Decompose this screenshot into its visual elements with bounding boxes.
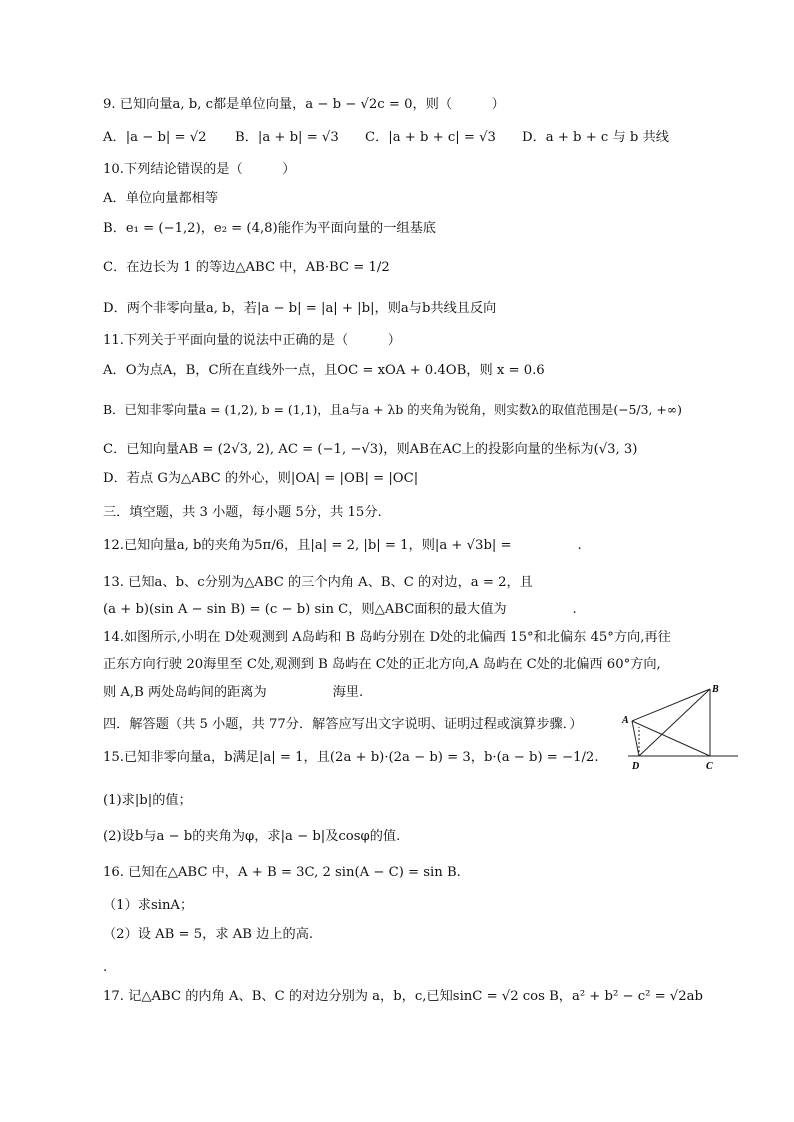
q10-option-b: B．e₁ = (−1,2)，e₂ = (4,8)能作为平面向量的一组基底 [103,221,436,236]
segment-a-d [632,721,639,756]
q9-option-b: B．|a + b| = √3 [235,130,339,145]
label-c: C [706,761,713,771]
q16-part-1: （1）求sinA； [103,898,194,913]
q11-option-a: A．O为点A，B，C所在直线外一点，且OC = xOA + 0.4OB，则 x = 0.6 [103,363,545,378]
q9-option-d: D．a + b + c 与 b 共线 [522,130,669,145]
q17-stem: 17. 记△ABC 的内角 A、B、C 的对边分别为 a，b，c,已知sinC = √2 cos B，a² + b² − c² = √2ab [103,989,703,1004]
q13-line-1: 13. 已知a、b、c分别为△ABC 的三个内角 A、B、C 的对边，a = 2，且 [103,575,533,590]
q14-line-2: 正东方向行驶 20海里至 C处,观测到 B 岛屿在 C处的正北方向,A 岛屿在 C处的北偏西 60°方向, [103,657,661,672]
q9-option-c: C．|a + b + c| = √3 [365,130,496,145]
q9-stem: 9. 已知向量a, b, c都是单位向量，a − b − √2c = 0，则（ ） [103,97,505,112]
q16-part-2: （2）设 AB = 5，求 AB 边上的高. [103,927,314,942]
q11-option-b: B．已知非零向量a = (1,2), b = (1,1)，且a与a + λb 的夹角为锐角，则实数λ的取值范围是(−5/3, +∞) [103,402,682,417]
q15-stem: 15.已知非零向量a，b满足|a| = 1，且(2a + b)·(2a − b) = 3，b·(a − b) = −1/2. [103,750,599,765]
label-b: B [712,684,719,695]
segment-d-b [639,689,710,756]
q13-line-2: (a + b)(sin A − sin B) = (c − b) sin C，则△ABC面积的最大值为 . [103,602,577,617]
segment-a-b [632,689,710,721]
section-3-heading: 三．填空题，共 3 小题，每小题 5分，共 15分. [103,505,382,520]
section-4-heading: 四．解答题（共 5 小题，共 77分．解答应写出文字说明、证明过程或演算步骤．） [103,717,583,732]
q14-line-3: 则 A,B 两处岛屿间的距离为 海里. [103,685,364,700]
q16-stem: 16. 已知在△ABC 中，A + B = 3C, 2 sin(A − C) = sin B. [103,865,461,880]
island-diagram [620,683,742,771]
q9-option-a: A．|a − b| = √2 [103,130,207,145]
q12-stem: 12.已知向量a, b的夹角为5π/6，且|a| = 2, |b| = 1，则|a + √3b| = . [103,538,582,553]
q10-stem: 10.下列结论错误的是（ ） [103,162,296,177]
q15-part-2: (2)设b与a − b的夹角为φ，求|a − b|及cosφ的值. [103,829,401,844]
label-d: D [632,761,640,771]
q15-part-1: (1)求|b|的值； [103,793,192,808]
stray-dot: . [103,960,108,975]
q11-option-c: C．已知向量AB = (2√3, 2), AC = (−1, −√3)，则AB在AC上的投影向量的坐标为(√3, 3) [103,442,638,457]
q11-stem: 11.下列关于平面向量的说法中正确的是（ ） [103,333,401,348]
island-figure [620,683,742,771]
q10-option-c: C．在边长为 1 的等边△ABC 中，AB·BC = 1/2 [103,260,390,275]
q10-option-d: D．两个非零向量a, b，若|a − b| = |a| + |b|，则a与b共线且反向 [103,301,497,316]
label-a: A [622,715,629,726]
q14-line-1: 14.如图所示,小明在 D处观测到 A岛屿和 B 岛屿分别在 D处的北偏西 15°和北偏东 45°方向,再往 [103,630,671,645]
q11-option-d: D．若点 G为△ABC 的外心，则|OA| = |OB| = |OC| [103,471,419,486]
q10-option-a: A．单位向量都相等 [103,191,219,206]
